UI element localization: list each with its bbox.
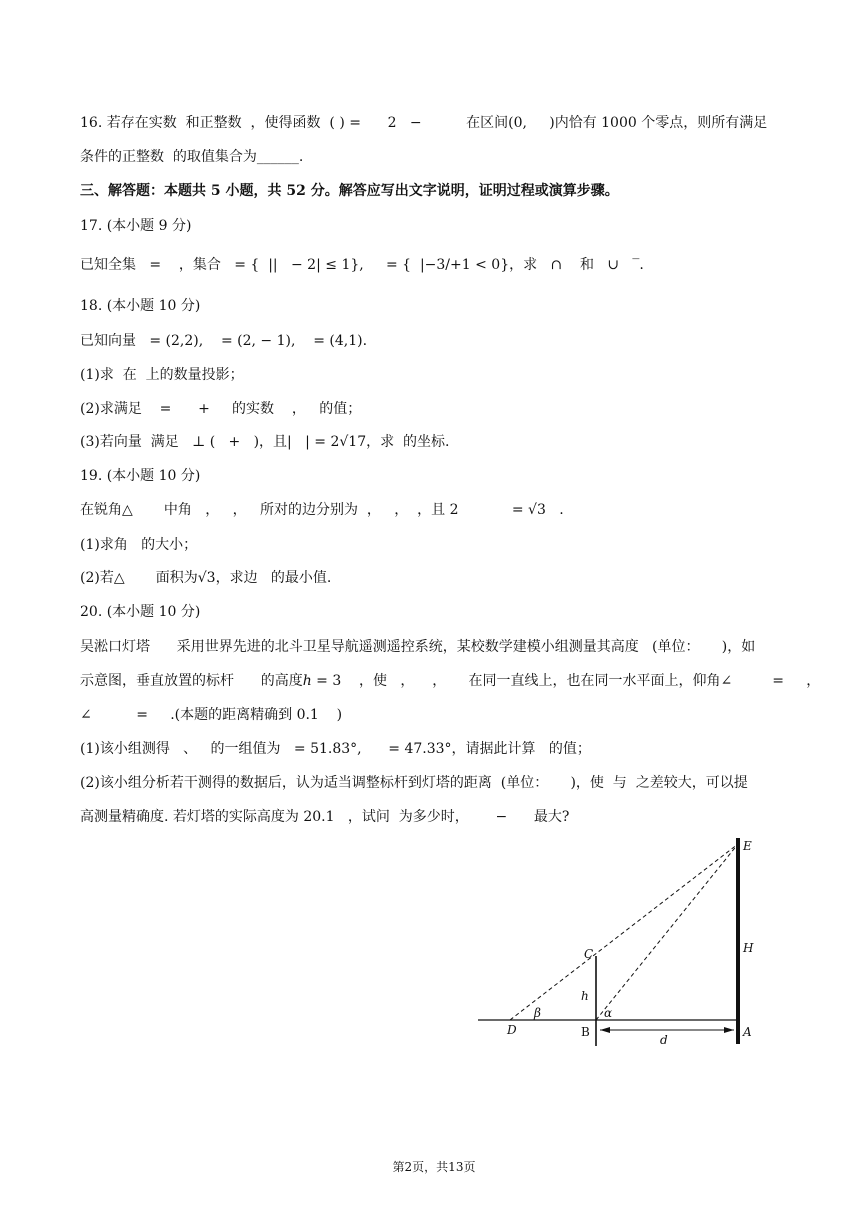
problem-20-text-1: 吴淞口灯塔 采用世界先进的北斗卫星导航遥测遥控系统，某校数学建模小组测量其高度 (单位： )，如 xyxy=(80,639,756,655)
problem-18-part-3: (3)若向量 满足 ⊥ ( + )，且| | = 2√17，求 的坐标. xyxy=(80,434,450,450)
arrow-head-left xyxy=(600,1027,610,1033)
problem-19-part-1: (1)求角 的大小； xyxy=(80,537,198,553)
problem-18-part-2: (2)求满足 = + 的实数 ， 的值； xyxy=(80,401,362,417)
label-alpha: α xyxy=(604,1006,613,1020)
sight-line-b-e xyxy=(596,844,738,1020)
label-beta: β xyxy=(534,1006,541,1020)
label-distance: d xyxy=(660,1033,668,1047)
label-c: C xyxy=(584,947,594,961)
problem-20-text-2: 示意图，垂直放置的标杆 的高度ℎ = 3 ，使 ， ， 在同一直线上，也在同一水平面上，仰角∠ = ， xyxy=(80,673,821,689)
label-tower-height: H xyxy=(743,941,754,955)
problem-16-line-1: 16. 若存在实数 和正整数 ，使得函数 ( ) = 2 − 在区间(0, )内恰有 1000 个零点，则所有满足 xyxy=(80,115,768,131)
problem-19-text: 在锐角△ 中角 ， ， 所对的边分别为 ， ， ，且 2 = √3 . xyxy=(80,502,564,518)
problem-18-text: 已知向量 = (2,2), = (2, − 1), = (4,1). xyxy=(80,333,368,349)
label-pole-height: h xyxy=(581,989,589,1003)
problem-19-part-2: (2)若△ 面积为√3，求边 的最小值. xyxy=(80,570,332,586)
lighthouse-diagram xyxy=(470,830,770,1055)
problem-17-text: 已知全集 = ，集合 = { || − 2| ≤ 1}, = { |−3/+1 < 0}，求 ∩ 和 ∪ ‾. xyxy=(80,257,644,273)
problem-20-text-3: ∠ = .(本题的距离精确到 0.1 ) xyxy=(80,707,343,723)
problem-20-part-2: (2)该小组分析若干测得的数据后，认为适当调整标杆到灯塔的距离 (单位： )，使 与 之差较大，可以提 xyxy=(80,775,748,791)
label-d-point: D xyxy=(507,1023,517,1037)
arrow-head-right xyxy=(724,1027,734,1033)
problem-18-title: 18. (本小题 10 分) xyxy=(80,298,201,314)
sight-line-d-e xyxy=(510,844,738,1020)
problem-20-title: 20. (本小题 10 分) xyxy=(80,604,201,620)
problem-18-part-1: (1)求 在 上的数量投影； xyxy=(80,367,244,383)
problem-20-part-1: (1)该小组测得 、 的一组值为 = 51.83°, = 47.33°，请据此计算 的值； xyxy=(80,741,591,757)
problem-16-line-2: 条件的正整数 的取值集合为______. xyxy=(80,149,304,165)
label-a: A xyxy=(743,1025,752,1039)
problem-19-title: 19. (本小题 10 分) xyxy=(80,468,201,484)
page-footer: 第2页，共13页 xyxy=(392,1160,476,1174)
problem-17-title: 17. (本小题 9 分) xyxy=(80,218,192,234)
label-e: E xyxy=(743,839,752,853)
section-heading: 三、解答题：本题共 5 小题，共 52 分。解答应写出文字说明，证明过程或演算步骤。 xyxy=(80,183,619,199)
problem-20-part-2-cont: 高测量精确度. 若灯塔的实际高度为 20.1 ，试问 为多少时， − 最大? xyxy=(80,809,570,825)
label-b: B xyxy=(581,1025,590,1039)
